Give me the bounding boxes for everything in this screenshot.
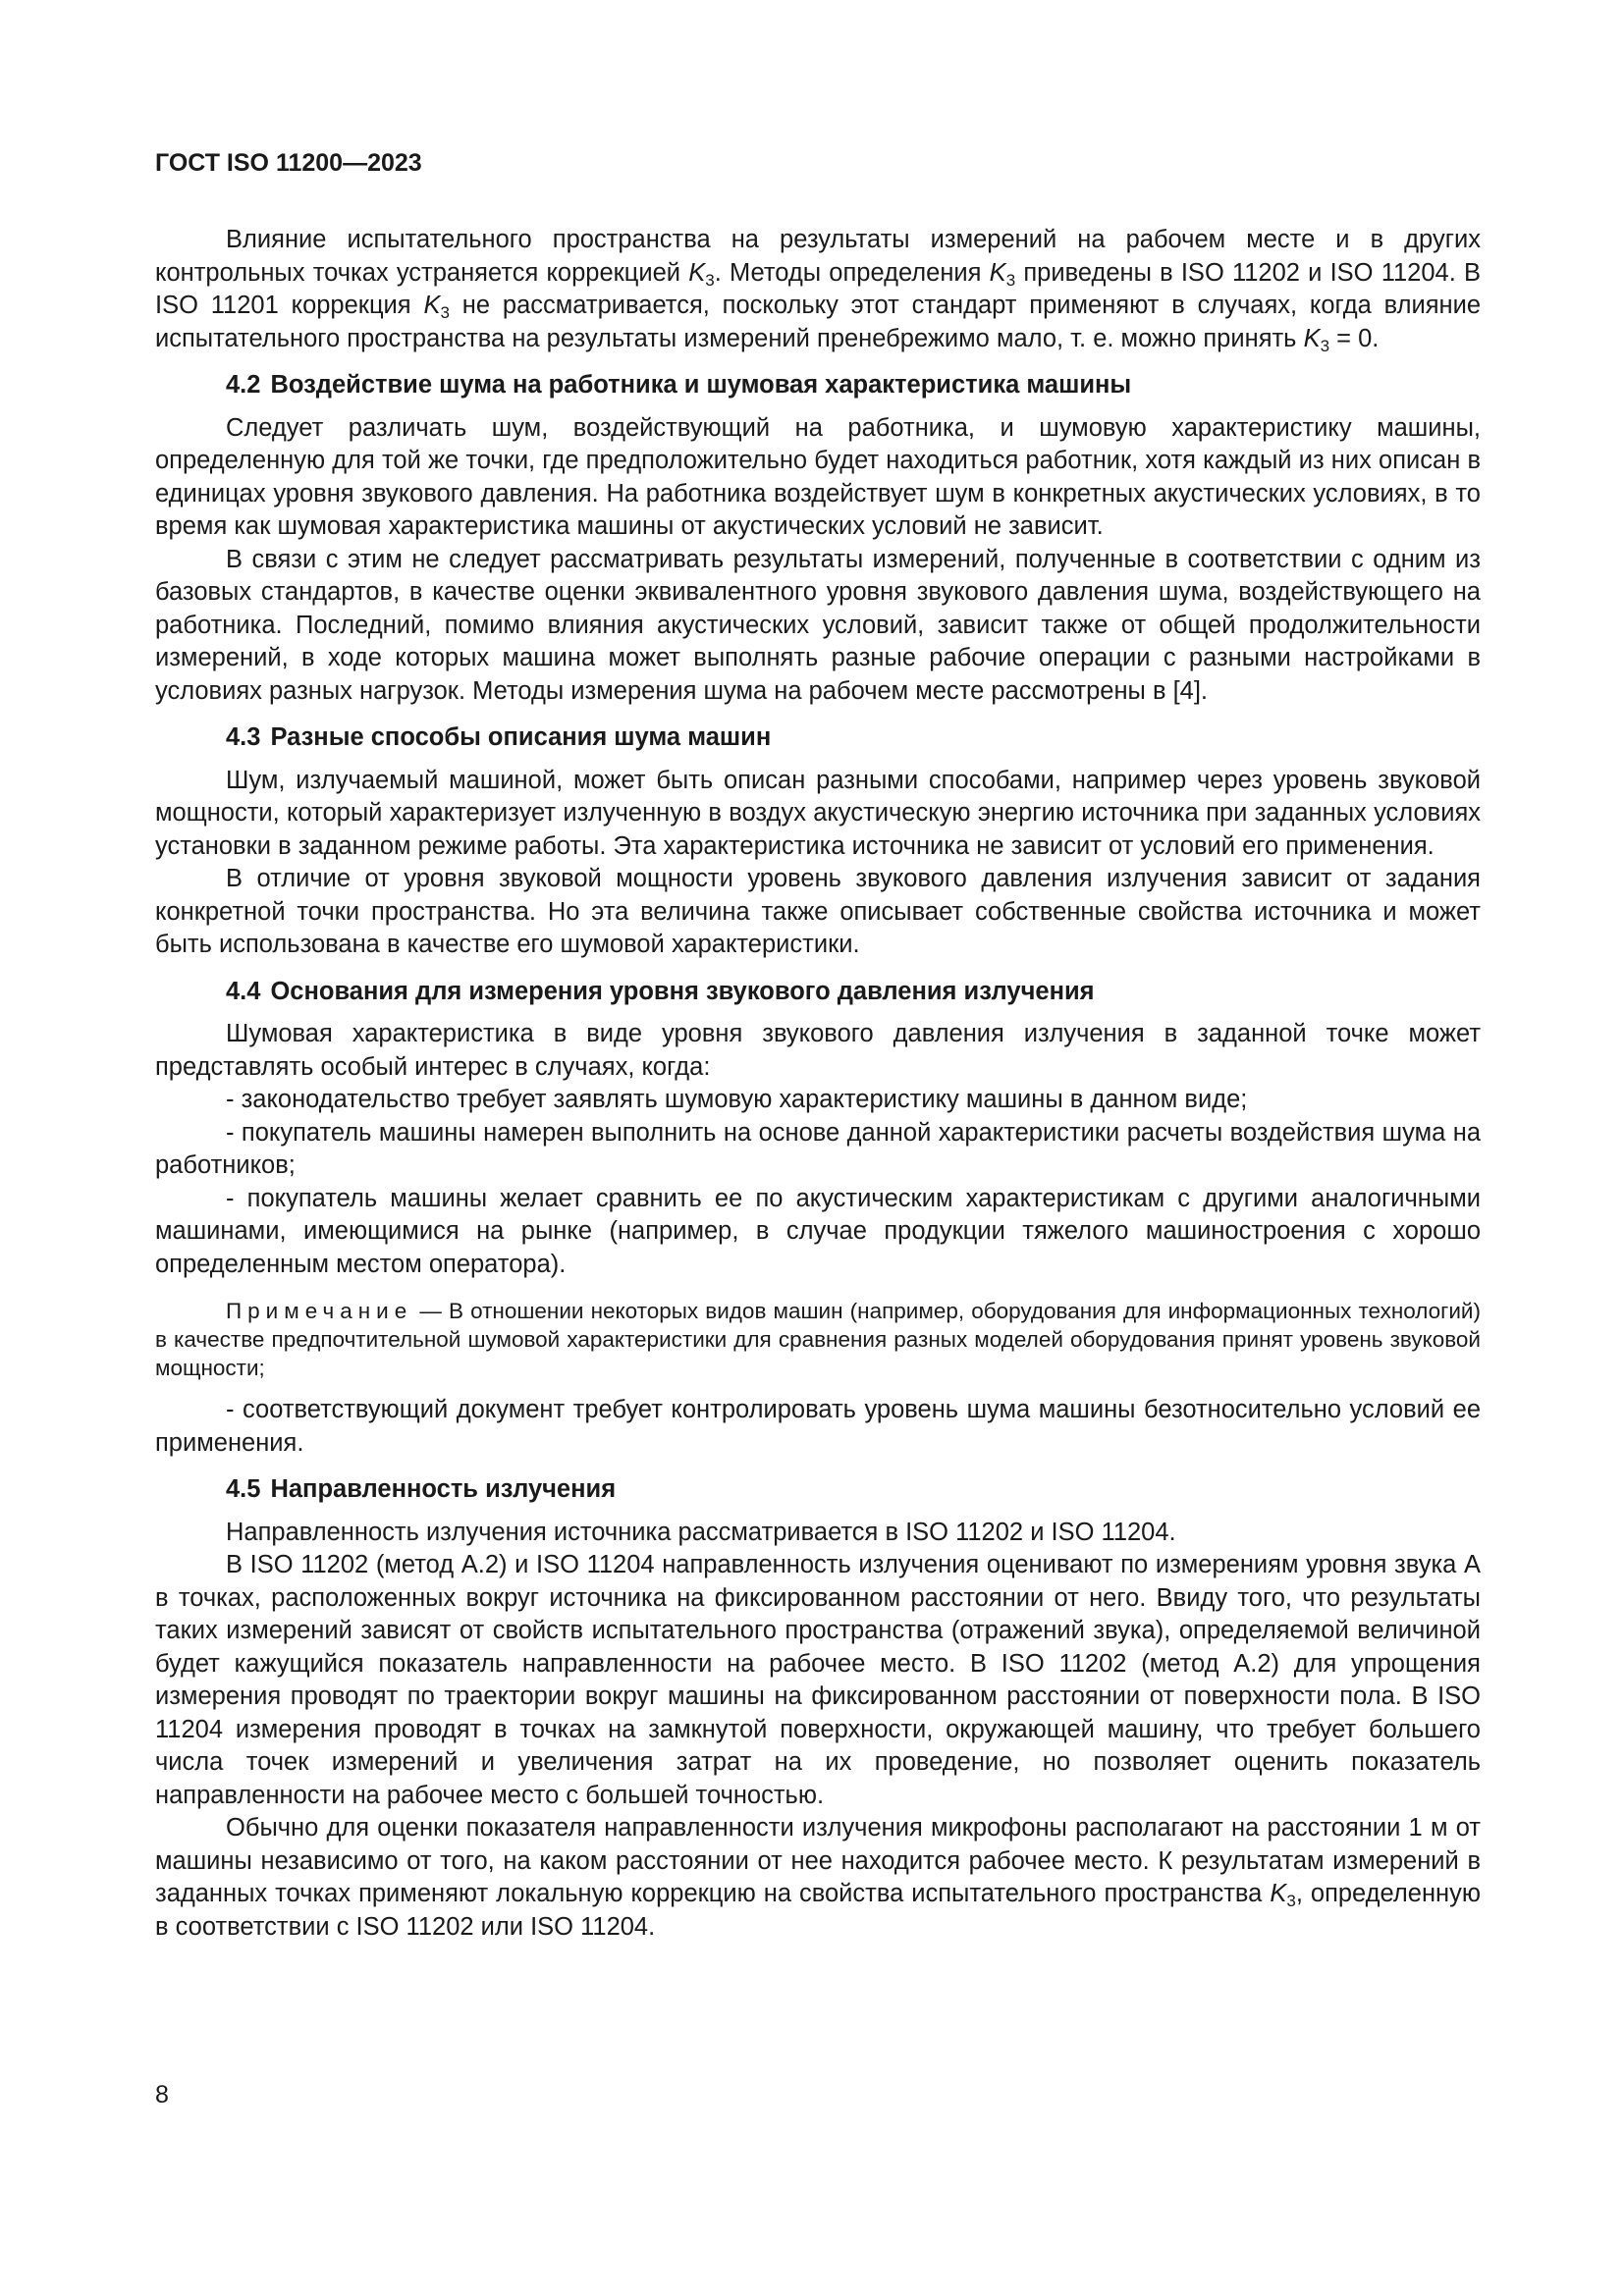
paragraph: Обычно для оценки показателя направленности излучения микрофоны располагают на расстоянии 1 м от машины независимо от того, на каком расстоянии от нее находится рабочее место. К результатам измерений в заданных точках применяют локальную коррекцию на свойства испытательного пространства $K_3$, определенную в соответствии с ISO 11202 или ISO 11204. xyxy=(155,1814,1481,1941)
k3-symbol: $K_3$ xyxy=(1270,1880,1296,1910)
note-label: Примечание xyxy=(226,1299,413,1323)
paragraph: В отличие от уровня звуковой мощности уровень звукового давления излучения зависит от задания конкретной точки пространства. Но эта величина также описывает собственные свойства источника и может быть использована в качестве его шумовой характеристики. xyxy=(155,865,1481,958)
section-heading-4-3: 4.3 Разные способы описания шума машин xyxy=(226,723,772,751)
list-item: - покупатель машины желает сравнить ее по акустическим характеристикам с другими аналогичными машинами, имеющимися на рынке (например, в случае продукции тяжелого машиностроения с хорошо определенным местом оператора). xyxy=(155,1184,1481,1278)
section-heading-4-2: 4.2 Воздействие шума на работника и шумовая характеристика машины xyxy=(226,371,1132,399)
paragraph: В связи с этим не следует рассматривать результаты измерений, полученные в соответствии с одним из базовых стандартов, в качестве оценки эквивалентного уровня звукового давления шума, воздействующего на работника. Последний, помимо влияния акустических условий, зависит также от общей продолжительности измерений, в ходе которых машина может выполнять разные рабочие операции с разными настройками в условиях разных нагрузок. Методы измерения шума на рабочем месте рассмотрены в [4]. xyxy=(155,545,1481,705)
document-body xyxy=(155,224,1481,1944)
paragraph: Следует различать шум, воздействующий на работника, и шумовую характеристику машины, определенную для той же точки, где предположительно будет находиться работник, хотя каждый из них описан в единицах уровня звукового давления. На работника воздействует шум в конкретных акустических условиях, в то время как шумовая характеристика машины от акустических условий не зависит. xyxy=(155,413,1481,540)
k3-symbol: $K_3$ xyxy=(989,258,1016,290)
k3-symbol: $K_3$ xyxy=(688,258,715,290)
paragraph: Шум, излучаемый машиной, может быть описан разными способами, например через уровень звуковой мощности, который характеризует излученную в воздух акустическую энергию источника при заданных условиях установки в заданном режиме работы. Эта характеристика источника не зависит от условий его применения. xyxy=(155,766,1481,860)
list-item: - законодательство требует заявлять шумовую характеристику машины в данном виде; xyxy=(226,1086,1248,1113)
document-header: ГОСТ ISO 11200—2023 xyxy=(155,149,422,177)
note: Примечание — В отношении некоторых видов машин (например, оборудования для информационных технологий) в качестве предпочтительной шумовой характеристики для сравнения разных моделей оборудования принят уровень звуковой мощности; xyxy=(155,1299,1481,1380)
intro-paragraph: Влияние испытательного пространства на результаты измерений на рабочем месте и в других контрольных точках устраняется коррекцией $K_3$. Методы определения $K_3$ приведены в ISO 11202 и ISO 11204. В ISO 11201 коррекция $K_3$ не рассматривается, поскольку этот стандарт применяют в случаях, когда влияние испытательного пространства на результаты измерений пренебрежимо мало, т. е. можно принять $K_3 = 0$. xyxy=(155,226,1482,355)
section-heading-4-5: 4.5 Направленность излучения xyxy=(226,1475,617,1503)
section-heading-4-4: 4.4 Основания для измерения уровня звукового давления излучения xyxy=(226,977,1095,1005)
paragraph: Шумовая характеристика в виде уровня звукового давления излучения в заданной точке может представлять особый интерес в случаях, когда: xyxy=(155,1020,1481,1081)
paragraph: В ISO 11202 (метод А.2) и ISO 11204 направленность излучения оценивают по измерениям уровня звука А в точках, расположенных вокруг источника на фиксированном расстоянии от него. Ввиду того, что результаты таких измерений зависят от свойств испытательного пространства (отражений звука), определяемой величиной будет кажущийся показатель направленности на рабочее место. В ISO 11202 (метод А.2) для упрощения измерения проводят по траектории вокруг машины на фиксированном расстоянии от поверхности пола. В ISO 11204 измерения проводят в точках на замкнутой поверхности, окружающей машину, что требует большего числа точек измерений и увеличения затрат на их проведение, но позволяет оценить показатель направленности на рабочее место с большей точностью. xyxy=(155,1551,1481,1809)
k3-symbol: $K_3$ xyxy=(423,292,450,322)
page-number: 8 xyxy=(155,2081,169,2109)
list-item: - соответствующий документ требует контролировать уровень шума машины безотносительно условий ее применения. xyxy=(155,1396,1481,1457)
k3-symbol: $K_3$ xyxy=(1303,324,1330,355)
paragraph: Направленность излучения источника рассматривается в ISO 11202 и ISO 11204. xyxy=(226,1518,1176,1546)
list-item: - покупатель машины намерен выполнить на основе данной характеристики расчеты воздействия шума на работников; xyxy=(155,1118,1481,1179)
